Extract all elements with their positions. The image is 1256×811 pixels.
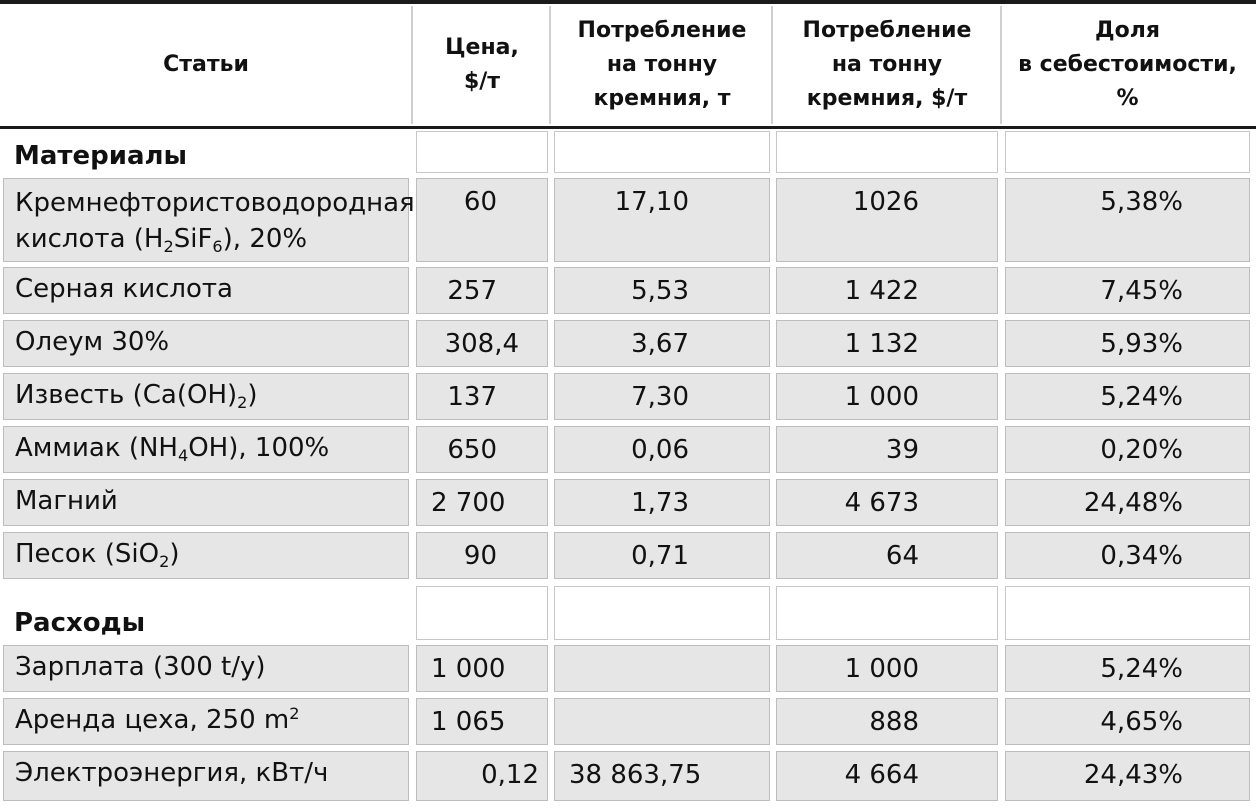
consumption-usd-value: 1 132 xyxy=(844,329,919,359)
price-value: 1 000 xyxy=(431,654,506,684)
share-value: 5,24% xyxy=(1100,654,1183,684)
share-value: 7,45% xyxy=(1100,276,1183,306)
header-rule xyxy=(0,126,1256,129)
consumption-usd-value: 64 xyxy=(885,541,919,571)
table-row xyxy=(0,320,1256,367)
item-name: Кремнефтористоводородная кислота $(H_2SiF_6)$, 20% xyxy=(15,188,415,256)
price-value: 257 xyxy=(447,276,497,306)
price-value: 90 xyxy=(463,541,497,571)
price-value: 60 xyxy=(463,187,497,217)
price-value: 308,4 xyxy=(444,329,519,359)
consumption-usd-value: 4 664 xyxy=(844,760,919,790)
share-value: 5,24% xyxy=(1100,382,1183,412)
header-price: Цена, $/т xyxy=(445,35,519,94)
item-name: Серная кислота xyxy=(15,274,233,304)
consumption-usd-value: 1 422 xyxy=(844,276,919,306)
consumption-t-value: 0,71 xyxy=(631,541,689,571)
header-divider xyxy=(771,6,773,124)
consumption-t-value: 5,53 xyxy=(631,276,689,306)
price-value: 137 xyxy=(447,382,497,412)
item-name: Магний xyxy=(15,486,118,516)
consumption-t-value: 0,06 xyxy=(631,435,689,465)
share-value: 0,34% xyxy=(1100,541,1183,571)
table-row xyxy=(0,373,1256,420)
section-title: Расходы xyxy=(14,608,146,638)
header-items: Статьи xyxy=(163,52,249,77)
table-row xyxy=(0,426,1256,473)
table-row xyxy=(0,645,1256,692)
table-row xyxy=(0,532,1256,579)
share-value: 24,43% xyxy=(1083,760,1183,790)
item-name: Песок (SiO$_2$) xyxy=(15,539,180,571)
item-name: Аренда цеха, 250 $m^2$ xyxy=(15,704,300,735)
consumption-usd-value: 1 000 xyxy=(844,654,919,684)
consumption-t-value: 17,10 xyxy=(614,187,689,217)
share-value: 5,93% xyxy=(1100,329,1183,359)
consumption-usd-value: 1 000 xyxy=(844,382,919,412)
item-name: Олеум 30% xyxy=(15,327,170,357)
table-row xyxy=(0,751,1256,801)
price-value: 2 700 xyxy=(431,488,506,518)
table-row xyxy=(0,698,1256,745)
price-value: 0,12 xyxy=(481,760,539,790)
header-consumption-t: Потребление на тонну кремния, т xyxy=(577,18,747,111)
table-row xyxy=(0,479,1256,526)
item-name: Известь $(Ca(OH)_2)$ xyxy=(15,380,258,412)
consumption-usd-value: 888 xyxy=(869,707,919,737)
consumption-usd-value: 4 673 xyxy=(844,488,919,518)
share-value: 4,65% xyxy=(1100,707,1183,737)
header-divider xyxy=(549,6,551,124)
section-title: Материалы xyxy=(14,141,188,171)
consumption-t-value: 1,73 xyxy=(631,488,689,518)
share-value: 0,20% xyxy=(1100,435,1183,465)
share-value: 5,38% xyxy=(1100,187,1183,217)
item-name: Аммиак $(NH_4OH)$, 100% xyxy=(15,433,330,465)
consumption-usd-value: 39 xyxy=(885,435,919,465)
header-divider xyxy=(1000,6,1002,124)
section-row-materials xyxy=(0,131,1256,173)
top-rule xyxy=(0,0,1256,4)
item-name: Электроэнергия, кВт/ч xyxy=(15,758,329,788)
section-row-expenses xyxy=(0,586,1256,640)
header-consumption-usd: Потребление на тонну кремния, $/т xyxy=(802,18,972,111)
header-share: Доля в себестоимости, % xyxy=(1018,18,1237,111)
header-divider xyxy=(411,6,413,124)
price-value: 1 065 xyxy=(431,707,506,737)
table-row xyxy=(0,267,1256,314)
consumption-t-value: 7,30 xyxy=(631,382,689,412)
price-value: 650 xyxy=(447,435,497,465)
table-row xyxy=(0,178,1256,262)
item-name: Зарплата (300 t/y) xyxy=(15,652,266,682)
consumption-t-value: 38 863,75 xyxy=(569,760,702,790)
consumption-usd-value: 1026 xyxy=(852,187,919,217)
consumption-t-value: 3,67 xyxy=(631,329,689,359)
share-value: 24,48% xyxy=(1083,488,1183,518)
